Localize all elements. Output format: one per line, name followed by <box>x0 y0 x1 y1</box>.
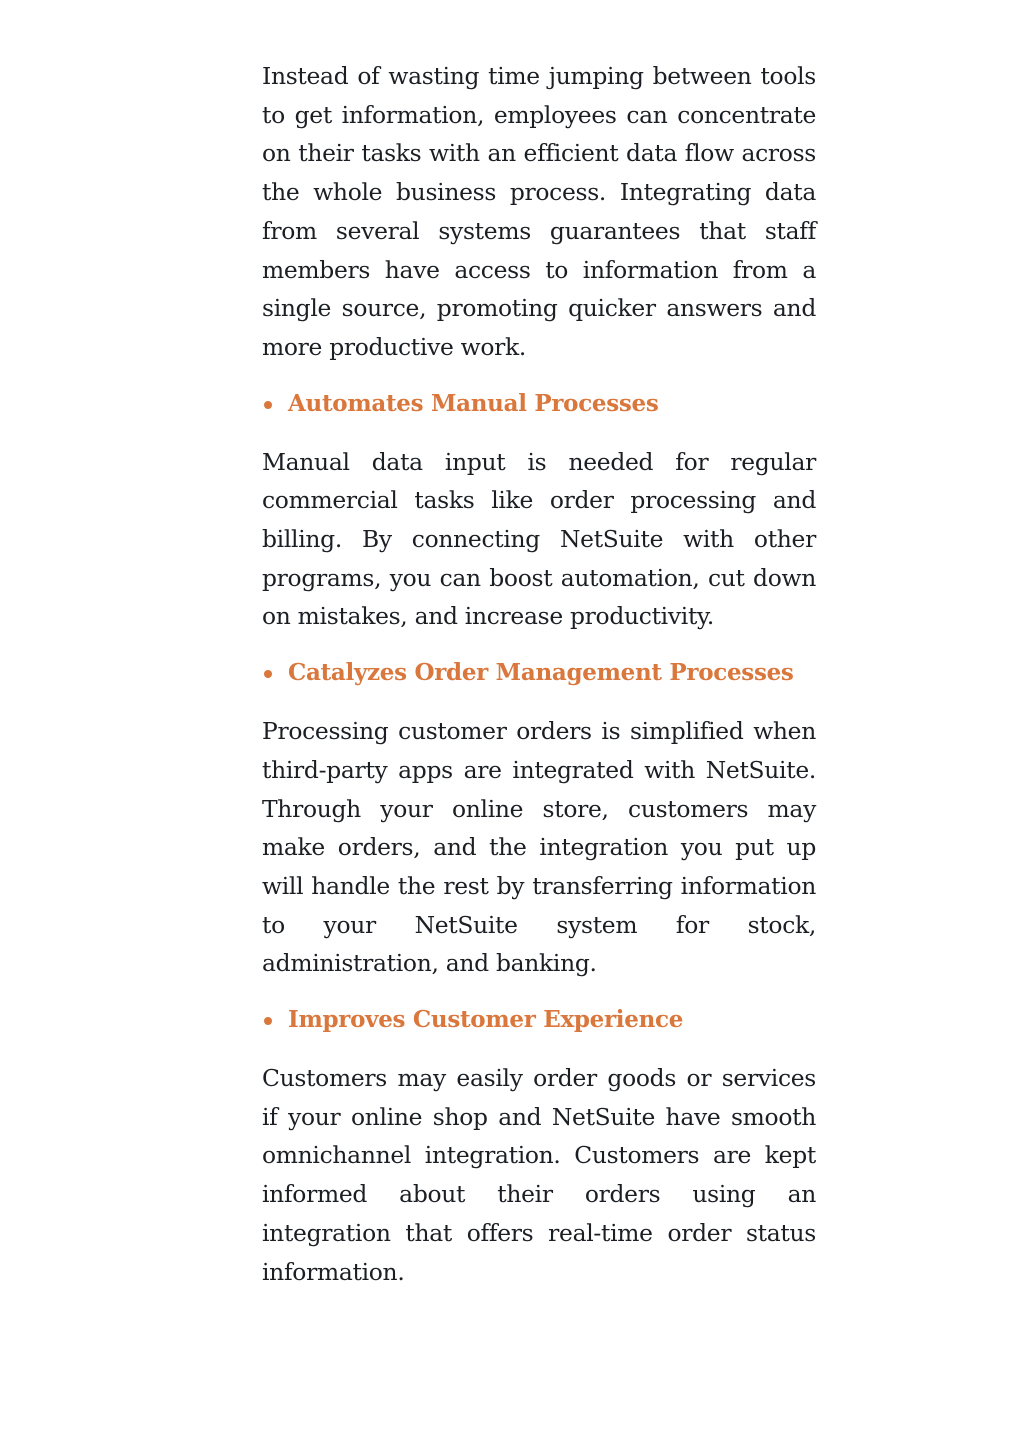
bullet-heading-list <box>262 389 816 419</box>
heading-customer-experience: Improves Customer Experience <box>262 1005 816 1035</box>
paragraph-customer-experience: Customers may easily order goods or services if your online shop and NetSuite have smooth omnichannel integration. Customers are kept informed about their orders using an integration that offers real-time order status information. <box>262 1064 816 1286</box>
paragraph-intro: Instead of wasting time jumping between tools to get information, employees can concentrate on their tasks with an efficient data flow across the whole business process. Integrating data from several systems guarantees that staff members have access to information from a single source, promoting quicker answers and more productive work. <box>262 62 816 361</box>
paragraph-manual-processes: Manual data input is needed for regular commercial tasks like order processing and billing. By connecting NetSuite with other programs, you can boost automation, cut down on mistakes, and increase productivity. <box>262 447 816 631</box>
paragraph-order-management: Processing customer orders is simplified when third-party apps are integrated with NetSuite. Through your online store, customers may make orders, and the integration you put up will handle the rest by transferring information to your NetSuite system for stock, administration, and banking. <box>262 717 816 978</box>
bullet-heading-list <box>262 658 816 688</box>
article-body <box>262 57 816 1291</box>
heading-order-management: Catalyzes Order Management Processes <box>262 658 816 688</box>
heading-automates-manual-processes: Automates Manual Processes <box>262 389 816 419</box>
bullet-heading-list <box>262 1005 816 1035</box>
